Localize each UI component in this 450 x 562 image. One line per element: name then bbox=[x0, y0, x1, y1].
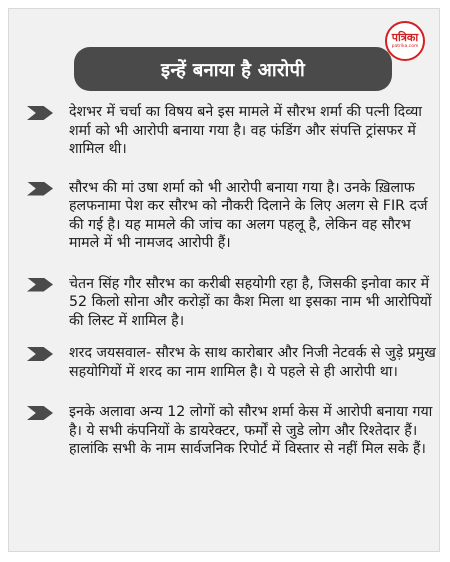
list-item-text: देशभर में चर्चा का विषय बने इस मामले में सौरभ शर्मा की पत्नी दिव्या शर्मा को भी आरोपी बनाया गया है। वह फंडिंग और संपत्ति ट्रांसफर में शामिल थी। bbox=[69, 104, 422, 157]
chevron-right-icon bbox=[27, 278, 53, 292]
list-item-text: इनके अलावा अन्य 12 लोगों को सौरभ शर्मा केस में आरोपी बनाया गया है। ये सभी कंपनियों के डायरेक्टर, फर्मों से जुडे लोग और रिश्तेदार हैं। हालांकि सभी के नाम सार्वजनिक रिपोर्ट में विस्तार से नहीं मिल सके हैं। bbox=[69, 404, 433, 457]
page-title: इन्हें बनाया है आरोपी bbox=[161, 59, 305, 81]
accused-list bbox=[27, 103, 445, 459]
logo-text: पत्रिका bbox=[391, 31, 419, 44]
chevron-right-icon bbox=[27, 347, 53, 361]
chevron-right-icon bbox=[27, 406, 53, 420]
list-item bbox=[27, 103, 445, 159]
logo-subtext: patrika.com bbox=[391, 44, 419, 49]
patrika-logo bbox=[385, 21, 425, 61]
infographic-card bbox=[8, 8, 440, 552]
list-item bbox=[27, 344, 445, 381]
chevron-right-icon bbox=[27, 106, 53, 120]
chevron-right-icon bbox=[27, 182, 53, 196]
list-item-text: चेतन सिंह गौर सौरभ का करीबी सहयोगी रहा है, जिसकी इनोवा कार में 52 किलो सोना और करोड़ों का कैश मिला था इसका नाम भी आरोपियों की लिस्ट में शामिल है। bbox=[69, 275, 432, 329]
list-item-text: शरद जयसवाल- सौरभ के साथ कारोबार और निजी नेटवर्क से जुड़े प्रमुख सहयोगियों में शरद का नाम शामिल है। ये पहले से ही आरोपी था। bbox=[69, 345, 436, 380]
title-banner bbox=[74, 47, 392, 91]
list-item-text: सौरभ की मां उषा शर्मा को भी आरोपी बनाया गया है। उनके ख़िलाफ हलफनामा पेश कर सौरभ को नौकरी दिलाने के लिए अलग से FIR दर्ज की गई है। यह मामले की जांच का अलग पहलू है, लेकिन वह सौरभ मामले में भी नामजद आरोपी हैं। bbox=[69, 179, 428, 251]
list-item bbox=[27, 179, 445, 253]
list-item bbox=[27, 275, 445, 331]
list-item bbox=[27, 403, 445, 459]
